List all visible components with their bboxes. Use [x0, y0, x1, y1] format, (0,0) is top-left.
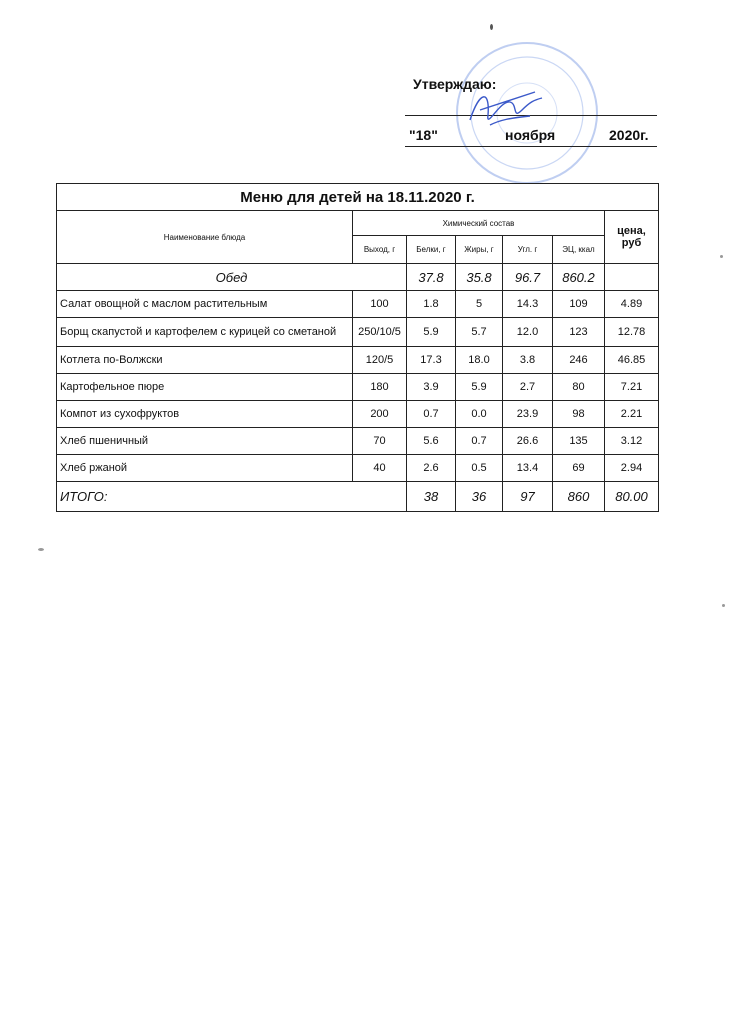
header-proteins: Белки, г: [407, 236, 456, 264]
dish-name: Компот из сухофруктов: [57, 401, 353, 428]
dish-fats: 0.0: [456, 401, 503, 428]
dish-proteins: 5.9: [407, 318, 456, 347]
dish-carbs: 2.7: [503, 374, 553, 401]
section-row: [57, 264, 659, 291]
dish-proteins: 2.6: [407, 455, 456, 482]
scan-speck: [38, 548, 44, 551]
section-fats: 35.8: [456, 264, 503, 291]
approval-day: "18": [409, 127, 438, 143]
dish-energy: 123: [553, 318, 605, 347]
section-energy: 860.2: [553, 264, 605, 291]
dish-proteins: 17.3: [407, 347, 456, 374]
dish-price: 2.94: [605, 455, 659, 482]
dish-yield: 200: [353, 401, 407, 428]
header-yield: Выход, г: [353, 236, 407, 264]
total-proteins: 38: [407, 482, 456, 512]
dish-yield: 70: [353, 428, 407, 455]
dish-name: Борщ скапустой и картофелем с курицей со сметаной: [57, 318, 353, 347]
section-name: Обед: [57, 264, 407, 291]
handwritten-signature: [460, 80, 550, 140]
dish-energy: 80: [553, 374, 605, 401]
dish-price: 3.12: [605, 428, 659, 455]
dish-fats: 18.0: [456, 347, 503, 374]
approval-title: Утверждаю:: [413, 76, 497, 92]
dish-carbs: 14.3: [503, 291, 553, 318]
dish-energy: 109: [553, 291, 605, 318]
dish-name: Картофельное пюре: [57, 374, 353, 401]
dish-name: Салат овощной с маслом растительным: [57, 291, 353, 318]
dish-carbs: 23.9: [503, 401, 553, 428]
dish-energy: 135: [553, 428, 605, 455]
dish-proteins: 1.8: [407, 291, 456, 318]
header-chem-group: Химический состав: [353, 211, 605, 236]
table-row: [57, 347, 659, 374]
dish-price: 2.21: [605, 401, 659, 428]
approval-month: ноября: [505, 127, 556, 143]
header-energy: ЭЦ, ккал: [553, 236, 605, 264]
dish-price: 4.89: [605, 291, 659, 318]
total-carbs: 97: [503, 482, 553, 512]
table-row: [57, 428, 659, 455]
dish-price: 46.85: [605, 347, 659, 374]
table-row: [57, 291, 659, 318]
dish-proteins: 0.7: [407, 401, 456, 428]
header-fats: Жиры, г: [456, 236, 503, 264]
total-energy: 860: [553, 482, 605, 512]
menu-title: Меню для детей на 18.11.2020 г.: [57, 184, 659, 211]
table-row: [57, 455, 659, 482]
total-row: [57, 482, 659, 512]
dish-price: 7.21: [605, 374, 659, 401]
dish-yield: 120/5: [353, 347, 407, 374]
section-carbs: 96.7: [503, 264, 553, 291]
date-underline: [405, 146, 657, 147]
section-proteins: 37.8: [407, 264, 456, 291]
scan-speck: [720, 255, 723, 258]
dish-price: 12.78: [605, 318, 659, 347]
dish-carbs: 12.0: [503, 318, 553, 347]
menu-table: [56, 183, 659, 512]
dish-carbs: 13.4: [503, 455, 553, 482]
table-row: [57, 401, 659, 428]
dish-name: Хлеб пшеничный: [57, 428, 353, 455]
dish-name: Котлета по-Волжски: [57, 347, 353, 374]
dish-yield: 100: [353, 291, 407, 318]
table-row: [57, 374, 659, 401]
dish-proteins: 5.6: [407, 428, 456, 455]
total-fats: 36: [456, 482, 503, 512]
dish-carbs: 3.8: [503, 347, 553, 374]
dish-fats: 5.9: [456, 374, 503, 401]
table-row: [57, 318, 659, 347]
dish-energy: 69: [553, 455, 605, 482]
dish-name: Хлеб ржаной: [57, 455, 353, 482]
approval-year: 2020г.: [609, 127, 649, 143]
dish-yield: 40: [353, 455, 407, 482]
total-price: 80.00: [605, 482, 659, 512]
header-carbs: Угл. г: [503, 236, 553, 264]
dish-energy: 246: [553, 347, 605, 374]
dish-yield: 180: [353, 374, 407, 401]
scan-speck: [490, 24, 493, 30]
header-dish-name: Наименование блюда: [57, 211, 353, 264]
dish-energy: 98: [553, 401, 605, 428]
dish-yield: 250/10/5: [353, 318, 407, 347]
dish-fats: 5.7: [456, 318, 503, 347]
header-price: цена, руб: [605, 211, 659, 264]
dish-fats: 0.7: [456, 428, 503, 455]
dish-fats: 5: [456, 291, 503, 318]
section-price: [605, 264, 659, 291]
dish-fats: 0.5: [456, 455, 503, 482]
dish-carbs: 26.6: [503, 428, 553, 455]
scan-speck: [722, 604, 725, 607]
dish-proteins: 3.9: [407, 374, 456, 401]
total-label: ИТОГО:: [57, 482, 407, 512]
